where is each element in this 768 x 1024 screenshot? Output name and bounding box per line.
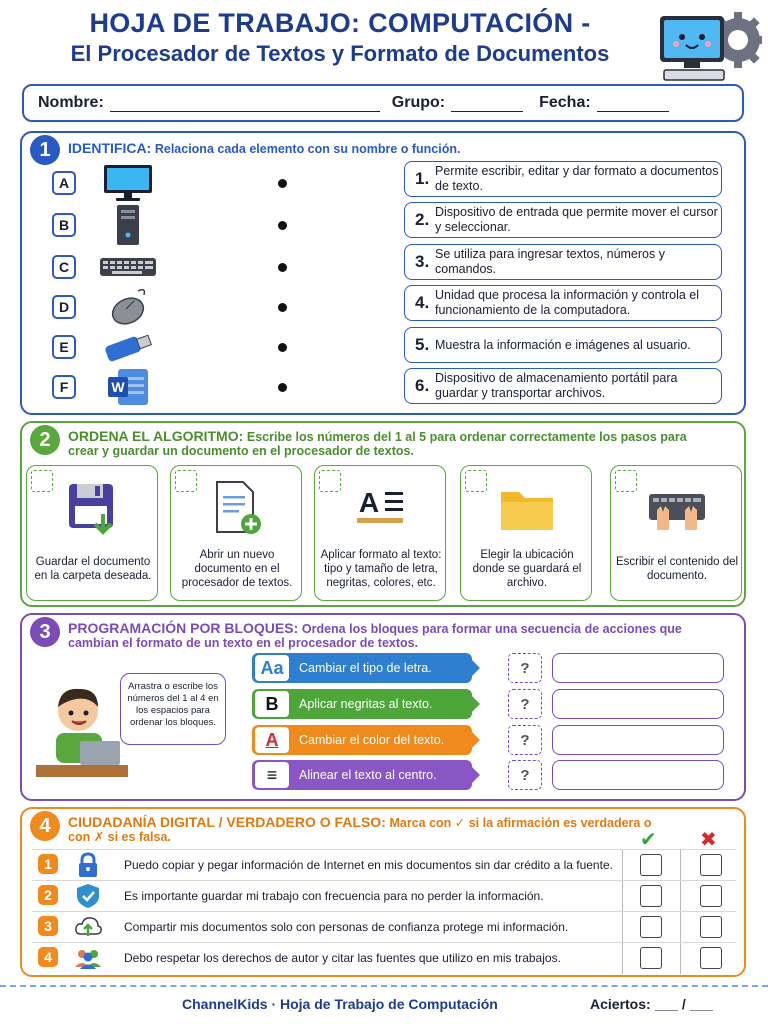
step-card xyxy=(460,465,592,601)
step-text: Escribir el contenido del documento. xyxy=(615,556,739,582)
order-input-box[interactable] xyxy=(319,470,341,492)
section-heading xyxy=(68,621,708,650)
definition-item xyxy=(404,368,722,404)
false-checkbox[interactable] xyxy=(700,885,722,907)
block-tip xyxy=(472,732,480,748)
statement-number: 3 xyxy=(38,916,58,936)
section-instruction: Relaciona cada elemento con su nombre o función. xyxy=(154,142,461,156)
cpu-tower-icon xyxy=(100,205,156,245)
match-dot[interactable] xyxy=(278,383,287,392)
false-checkbox[interactable] xyxy=(700,854,722,876)
definition-text: Dispositivo de almacenamiento portátil para guardar y transportar archivos. xyxy=(435,371,678,400)
statement-row xyxy=(32,911,736,942)
false-checkbox[interactable] xyxy=(700,916,722,938)
answer-box[interactable] xyxy=(552,725,724,755)
score-label: Aciertos: ___ / ___ xyxy=(590,996,713,1012)
date-label: Fecha: xyxy=(539,94,591,111)
order-placeholder[interactable]: ? xyxy=(508,760,542,790)
group-label: Grupo: xyxy=(391,94,446,111)
statement-number: 2 xyxy=(38,885,58,905)
definition-number: 5. xyxy=(415,335,430,354)
column-divider xyxy=(680,912,681,943)
answer-box[interactable] xyxy=(552,689,724,719)
block-tip xyxy=(472,696,480,712)
match-dot[interactable] xyxy=(278,303,287,312)
statement-text: Compartir mis documentos solo con personas de confianza protege mi información. xyxy=(124,920,569,934)
mouse-icon xyxy=(100,287,156,327)
match-dot[interactable] xyxy=(278,343,287,352)
column-divider xyxy=(622,912,623,943)
block-tip xyxy=(472,660,480,676)
code-block[interactable] xyxy=(252,653,472,683)
section-number-badge: 3 xyxy=(30,617,60,647)
section-order-algorithm xyxy=(20,421,746,607)
section-digital-citizenship xyxy=(20,807,746,977)
folder-icon xyxy=(499,480,555,536)
statement-row xyxy=(32,849,736,880)
false-column-icon: ✖ xyxy=(700,829,717,851)
step-card xyxy=(26,465,158,601)
item-letter-d: D xyxy=(52,295,76,319)
item-letter-e: E xyxy=(52,335,76,359)
svg-text:W: W xyxy=(111,379,125,395)
name-field[interactable] xyxy=(110,94,380,112)
keyboard-icon xyxy=(100,247,156,287)
column-divider xyxy=(680,850,681,881)
true-checkbox[interactable] xyxy=(640,947,662,969)
order-input-box[interactable] xyxy=(615,470,637,492)
section-instruction: Marca con ✓ si la afirmación es verdadera o con ✗ si es falsa. xyxy=(68,816,652,844)
section-number-badge: 4 xyxy=(30,811,60,841)
name-label: Nombre: xyxy=(38,94,104,111)
shield-check-icon xyxy=(74,883,102,909)
statement-number: 4 xyxy=(38,947,58,967)
order-input-box[interactable] xyxy=(31,470,53,492)
step-card xyxy=(314,465,446,601)
code-block[interactable] xyxy=(252,725,472,755)
definition-number: 2. xyxy=(415,210,430,229)
column-divider xyxy=(622,881,623,912)
section-number-badge: 2 xyxy=(30,425,60,455)
cloud-upload-icon xyxy=(74,914,102,940)
column-divider xyxy=(680,881,681,912)
answer-box[interactable] xyxy=(552,653,724,683)
definition-text: Dispositivo de entrada que permite mover el cursor y seleccionar. xyxy=(435,205,718,234)
page-title: HOJA DE TRABAJO: COMPUTACIÓN - xyxy=(89,8,591,38)
step-text: Aplicar formato al texto: tipo y tamaño de letra, negritas, colores, etc. xyxy=(320,549,442,589)
section-instruction: Escribe los números del 1 al 5 para ordenar correctamente los pasos para crear y guardar un documento en el procesador de textos. xyxy=(68,430,687,458)
answer-box[interactable] xyxy=(552,760,724,790)
statement-text: Es importante guardar mi trabajo con frecuencia para no perder la información. xyxy=(124,889,544,903)
definition-number: 1. xyxy=(415,169,430,188)
order-input-box[interactable] xyxy=(465,470,487,492)
footer-divider xyxy=(0,985,768,987)
block-text: Cambiar el tipo de letra. xyxy=(299,661,432,675)
step-card xyxy=(170,465,302,601)
group-field[interactable] xyxy=(451,94,523,112)
column-divider xyxy=(680,943,681,974)
statement-number: 1 xyxy=(38,854,58,874)
order-placeholder[interactable]: ? xyxy=(508,725,542,755)
date-field[interactable] xyxy=(597,94,669,112)
item-letter-c: C xyxy=(52,255,76,279)
step-text: Elegir la ubicación donde se guardará el archivo. xyxy=(472,549,582,589)
true-checkbox[interactable] xyxy=(640,916,662,938)
section-heading-label: ORDENA EL ALGORITMO: xyxy=(68,428,244,444)
definition-item xyxy=(404,285,722,321)
block-glyph: ≡ xyxy=(255,762,289,788)
student-info-bar xyxy=(22,84,744,122)
definition-text: Permite escribir, editar y dar formato a documentos de texto. xyxy=(435,164,719,193)
statement-row xyxy=(32,942,736,973)
false-checkbox[interactable] xyxy=(700,947,722,969)
match-dot[interactable] xyxy=(278,179,287,188)
order-input-box[interactable] xyxy=(175,470,197,492)
definition-number: 6. xyxy=(415,376,430,395)
column-divider xyxy=(622,943,623,974)
word-processor-icon xyxy=(100,367,156,407)
section-heading-label: IDENTIFICA: xyxy=(68,140,152,156)
true-column-icon: ✔ xyxy=(640,829,657,851)
definition-text: Se utiliza para ingresar textos, números y comandos. xyxy=(435,247,665,276)
block-text: Aplicar negritas al texto. xyxy=(299,697,433,711)
order-placeholder[interactable]: ? xyxy=(508,653,542,683)
section-block-programming xyxy=(20,613,746,801)
section-heading-label: PROGRAMACIÓN POR BLOQUES: xyxy=(68,620,299,636)
step-card xyxy=(610,465,742,601)
usb-drive-icon xyxy=(100,327,156,367)
definition-number: 4. xyxy=(415,293,430,312)
definition-text: Muestra la información e imágenes al usuario. xyxy=(435,337,691,352)
block-text: Cambiar el color del texto. xyxy=(299,733,445,747)
section-number-badge: 1 xyxy=(30,135,60,165)
section-heading-label: CIUDADANÍA DIGITAL / VERDADERO O FALSO: xyxy=(68,814,386,830)
text-format-icon xyxy=(353,480,409,536)
definition-item xyxy=(404,202,722,238)
true-checkbox[interactable] xyxy=(640,885,662,907)
match-dot[interactable] xyxy=(278,263,287,272)
match-dot[interactable] xyxy=(278,221,287,230)
save-floppy-icon xyxy=(65,480,121,536)
code-block[interactable] xyxy=(252,689,472,719)
definition-item xyxy=(404,327,722,363)
item-letter-a: A xyxy=(52,171,76,195)
svg-text:A: A xyxy=(358,487,380,518)
new-document-icon xyxy=(209,480,265,536)
footer-brand: ChannelKids · Hoja de Trabajo de Computación xyxy=(182,996,498,1012)
statement-row xyxy=(32,880,736,911)
section-heading xyxy=(68,815,668,844)
statement-text: Debo respetar los derechos de autor y citar las fuentes que utilizo en mis trabajos. xyxy=(124,951,561,965)
definition-text: Unidad que procesa la información y controla el funcionamiento de la computadora. xyxy=(435,288,700,317)
block-tip xyxy=(472,767,480,783)
item-letter-f: F xyxy=(52,375,76,399)
block-glyph: Aa xyxy=(255,655,289,681)
monitor-icon xyxy=(100,163,156,203)
section-instruction: Ordena los bloques para formar una secuencia de acciones que cambian el formato de un texto en el procesador de textos. xyxy=(68,622,682,650)
smiling-computer-gear-icon xyxy=(654,8,762,84)
typing-keyboard-icon xyxy=(649,480,705,536)
block-text: Alinear el texto al centro. xyxy=(299,768,437,782)
step-text: Abrir un nuevo documento en el procesador de textos. xyxy=(181,549,293,589)
section-heading xyxy=(68,429,708,458)
instruction-bubble: Arrastra o escribe los números del 1 al 4 en los espacios para ordenar los bloques. xyxy=(120,673,226,745)
step-text: Guardar el documento en la carpeta deseada. xyxy=(34,556,152,582)
code-block[interactable] xyxy=(252,760,472,790)
true-checkbox[interactable] xyxy=(640,854,662,876)
column-divider xyxy=(622,850,623,881)
definition-item xyxy=(404,161,722,197)
definition-item xyxy=(404,244,722,280)
section-heading xyxy=(68,141,728,156)
child-with-laptop-icon xyxy=(36,679,128,781)
statement-text: Puedo copiar y pegar información de Internet en mis documentos sin dar crédito a la fuente. xyxy=(124,858,613,872)
people-group-icon xyxy=(74,945,102,971)
block-glyph: A xyxy=(255,727,289,753)
definition-number: 3. xyxy=(415,252,430,271)
block-glyph: B xyxy=(255,691,289,717)
page-subtitle: El Procesador de Textos y Formato de Documentos xyxy=(70,41,610,66)
section-identify xyxy=(20,131,746,415)
order-placeholder[interactable]: ? xyxy=(508,689,542,719)
item-letter-b: B xyxy=(52,213,76,237)
padlock-icon xyxy=(74,852,102,878)
